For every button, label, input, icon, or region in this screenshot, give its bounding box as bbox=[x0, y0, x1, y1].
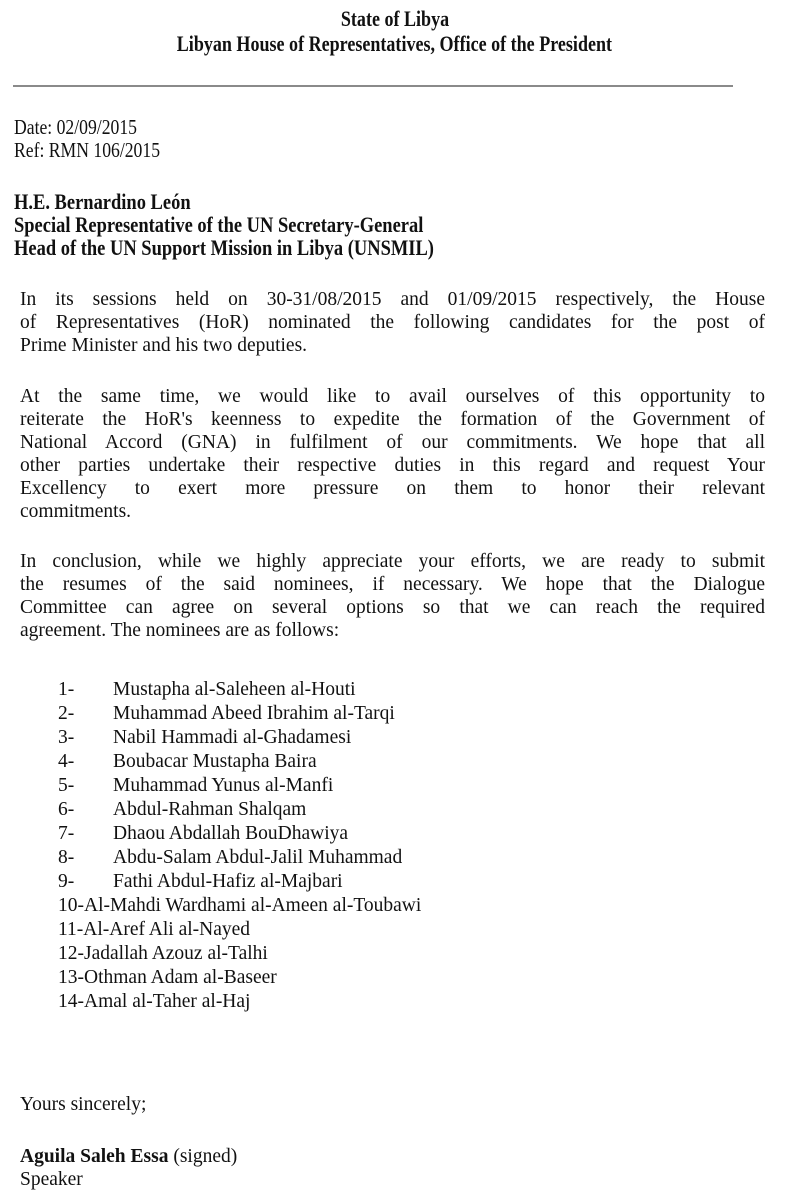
nominee-item bbox=[58, 966, 421, 990]
nominee-item bbox=[58, 678, 421, 702]
paragraph-line: reiterate the HoR's keenness to expedite the formation of the Government of bbox=[20, 409, 765, 430]
nominee-number: 10- bbox=[58, 895, 84, 916]
letter-meta bbox=[14, 116, 160, 162]
paragraph bbox=[20, 550, 765, 642]
nominee-name: Al-Aref Ali al-Nayed bbox=[83, 919, 251, 940]
header-divider bbox=[13, 85, 733, 87]
paragraph-line: In conclusion, while we highly appreciate your efforts, we are ready to submit bbox=[20, 551, 765, 572]
nominee-number: 2- bbox=[58, 703, 75, 724]
nominee-name: Dhaou Abdallah BouDhawiya bbox=[113, 823, 349, 844]
nominee-number: 13- bbox=[58, 967, 84, 988]
nominee-item bbox=[58, 870, 421, 894]
nominee-name: Muhammad Abeed Ibrahim al-Tarqi bbox=[113, 703, 395, 724]
paragraph-line: In its sessions held on 30-31/08/2015 and 01/09/2015 respectively, the House bbox=[20, 289, 765, 310]
nominee-number: 1- bbox=[58, 679, 75, 700]
addressee-block bbox=[14, 190, 434, 259]
nominee-name: Othman Adam al-Baseer bbox=[84, 967, 277, 988]
signatory-name: Aguila Saleh Essa bbox=[20, 1146, 169, 1167]
signatory-role: Speaker bbox=[20, 1169, 83, 1190]
nominee-number: 4- bbox=[58, 751, 75, 772]
closing: Yours sincerely; bbox=[20, 1094, 147, 1115]
nominee-number: 12- bbox=[58, 943, 84, 964]
nominee-item bbox=[58, 894, 421, 918]
nominee-item bbox=[58, 822, 421, 846]
paragraph-line: National Accord (GNA) in fulfilment of our commitments. We hope that all bbox=[20, 432, 765, 453]
nominee-name: Fathi Abdul-Hafiz al-Majbari bbox=[113, 871, 343, 892]
signature-block bbox=[20, 1145, 237, 1191]
nominee-list bbox=[58, 678, 421, 1014]
paragraph bbox=[20, 385, 765, 523]
nominee-item bbox=[58, 726, 421, 750]
nominee-item bbox=[58, 846, 421, 870]
nominee-item bbox=[58, 918, 421, 942]
nominee-item bbox=[58, 990, 421, 1014]
nominee-item bbox=[58, 750, 421, 774]
nominee-name: Al-Mahdi Wardhami al-Ameen al-Toubawi bbox=[84, 895, 422, 916]
paragraph-line: commitments. bbox=[20, 501, 132, 522]
nominee-number: 9- bbox=[58, 871, 75, 892]
nominee-number: 5- bbox=[58, 775, 75, 796]
nominee-number: 11- bbox=[58, 919, 84, 940]
paragraph-line: Committee can agree on several options so that we can reach the required bbox=[20, 597, 765, 618]
nominee-item bbox=[58, 702, 421, 726]
paragraph-line: Excellency to exert more pressure on them to honor their relevant bbox=[20, 478, 765, 499]
nominee-number: 14- bbox=[58, 991, 84, 1012]
nominee-name: Mustapha al-Saleheen al-Houti bbox=[113, 679, 356, 700]
nominee-name: Abdu-Salam Abdul-Jalil Muhammad bbox=[113, 847, 403, 868]
letterhead-office: Libyan House of Representatives, Office of the President bbox=[176, 31, 613, 56]
paragraph-line: the resumes of the said nominees, if necessary. We hope that the Dialogue bbox=[20, 574, 765, 595]
addressee-name: H.E. Bernardino León bbox=[14, 189, 191, 214]
nominee-name: Boubacar Mustapha Baira bbox=[113, 751, 317, 772]
nominee-name: Jadallah Azouz al-Talhi bbox=[84, 943, 268, 964]
nominee-item bbox=[58, 942, 421, 966]
signed-note: (signed) bbox=[168, 1146, 238, 1167]
letter-ref: Ref: RMN 106/2015 bbox=[14, 138, 161, 162]
nominee-name: Amal al-Taher al-Haj bbox=[84, 991, 251, 1012]
paragraph bbox=[20, 288, 765, 357]
nominee-number: 3- bbox=[58, 727, 75, 748]
paragraph-line: Prime Minister and his two deputies. bbox=[20, 335, 308, 356]
nominee-item bbox=[58, 798, 421, 822]
nominee-number: 6- bbox=[58, 799, 75, 820]
paragraph-line: other parties undertake their respective duties in this regard and request Your bbox=[20, 455, 765, 476]
nominee-name: Muhammad Yunus al-Manfi bbox=[113, 775, 334, 796]
nominee-name: Nabil Hammadi al-Ghadamesi bbox=[113, 727, 352, 748]
nominee-number: 8- bbox=[58, 847, 75, 868]
paragraph-line: agreement. The nominees are as follows: bbox=[20, 620, 340, 641]
letter-date: Date: 02/09/2015 bbox=[14, 115, 137, 139]
nominee-name: Abdul-Rahman Shalqam bbox=[113, 799, 307, 820]
letterhead-state: State of Libya bbox=[340, 6, 449, 31]
nominee-item bbox=[58, 774, 421, 798]
paragraph-line: of Representatives (HoR) nominated the following candidates for the post of bbox=[20, 312, 765, 333]
paragraph-line: At the same time, we would like to avail ourselves of this opportunity to bbox=[20, 386, 765, 407]
addressee-title: Special Representative of the UN Secretary-General bbox=[14, 212, 424, 237]
nominee-number: 7- bbox=[58, 823, 75, 844]
addressee-title: Head of the UN Support Mission in Libya (UNSMIL) bbox=[14, 235, 434, 260]
